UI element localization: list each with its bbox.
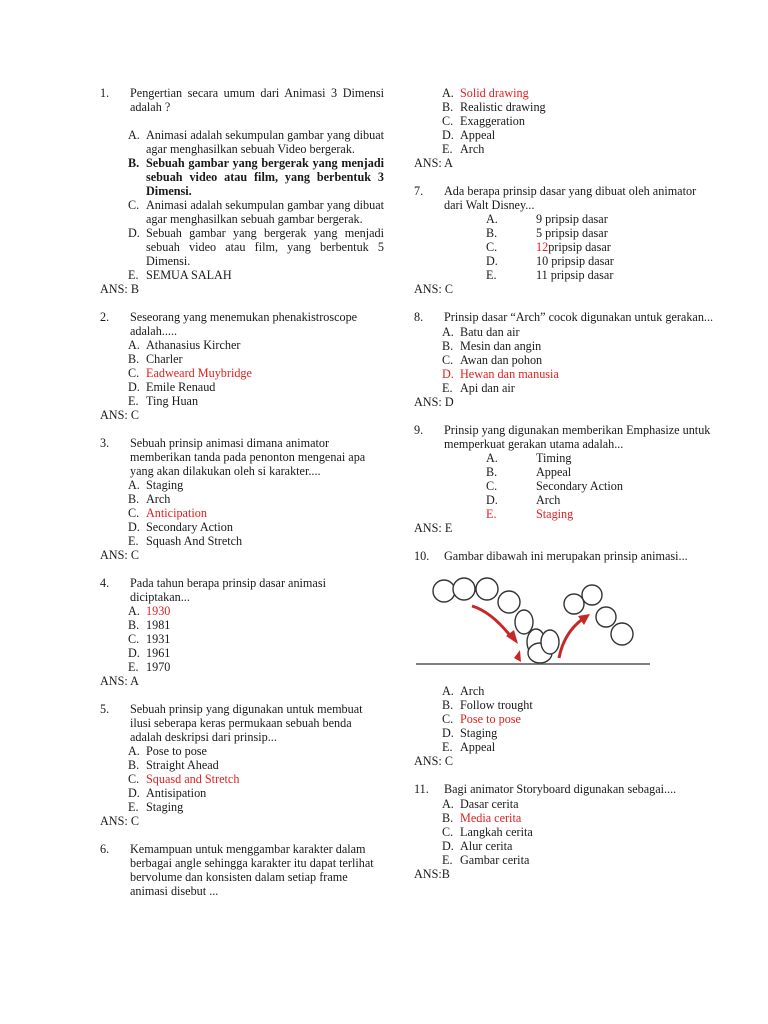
- arrow-up-icon: [559, 618, 584, 658]
- option-d: D. Secondary Action: [128, 520, 233, 534]
- question-text: Sebuah prinsip animasi dimana animator memberikan tanda pada penonton mengenai apa yang akan dilakukan oleh si karakter....: [130, 436, 366, 478]
- ball-frame: [582, 585, 602, 605]
- option-a: A. 1930: [128, 604, 171, 618]
- option-a: A. Staging: [128, 478, 184, 492]
- option-b: B. Media cerita: [442, 811, 522, 825]
- ball-frame: [564, 594, 584, 614]
- answer: ANS: C: [100, 548, 139, 562]
- option-b: B. Arch: [128, 492, 171, 506]
- question-10: [414, 549, 714, 768]
- answer: ANS: E: [414, 521, 453, 535]
- option-e: E. Appeal: [442, 740, 496, 754]
- question-text: Pada tahun berapa prinsip dasar animasi diciptakan...: [130, 576, 326, 604]
- option-e: E. Arch: [442, 142, 485, 156]
- option-b: B. Charler: [128, 352, 183, 366]
- option-b: B. Straight Ahead: [128, 758, 219, 772]
- option-c: C. Awan dan pohon: [442, 353, 543, 367]
- bouncing-ball-figure: [414, 570, 714, 678]
- question-text: Seseorang yang menemukan phenakistroscope adalah.....: [130, 310, 358, 338]
- answer: ANS: D: [414, 395, 454, 409]
- question-text: Sebuah prinsip yang digunakan untuk membuat ilusi seberapa keras permukaan sebuah benda adalah deskripsi dari prinsip...: [130, 702, 363, 744]
- question-number: 6.: [100, 842, 110, 856]
- answer: ANS: C: [414, 754, 453, 768]
- option-b: B. 5 pripsip dasar: [486, 226, 608, 240]
- option-c: C. 1931: [128, 632, 171, 646]
- option-a: A. Batu dan air: [442, 325, 520, 339]
- answer: ANS: B: [100, 282, 139, 296]
- option-a: A. 9 pripsip dasar: [486, 212, 608, 226]
- left-column: [100, 86, 384, 898]
- ball-frame: [476, 578, 498, 600]
- option-b: B. Sebuah gambar yang bergerak yang menjadi sebuah video atau film, yang berbentuk 3 Dimensi.: [128, 156, 384, 198]
- option-e: E. 11 pripsip dasar: [486, 268, 614, 282]
- question-number: 11.: [414, 782, 429, 796]
- option-e: E. Staging: [486, 507, 574, 521]
- ball-frame: [453, 578, 475, 600]
- question-4: [100, 576, 384, 688]
- option-a: A. Animasi adalah sekumpulan gambar yang dibuat agar menghasilkan sebuah Video bergerak.: [128, 128, 384, 156]
- ball-frame: [515, 610, 533, 634]
- ball-frame: [433, 580, 455, 602]
- ball-frame: [611, 623, 633, 645]
- question-8: [414, 310, 714, 409]
- question-3: [100, 436, 384, 562]
- question-number: 3.: [100, 436, 110, 450]
- question-7: [414, 184, 714, 296]
- option-c: C. Eadweard Muybridge: [128, 366, 252, 380]
- option-b: B. Mesin dan angin: [442, 339, 542, 353]
- option-b: B. Appeal: [486, 465, 572, 479]
- option-d: D. Appeal: [442, 128, 496, 142]
- answer: ANS: A: [100, 674, 139, 688]
- question-1: [100, 86, 384, 296]
- question-text: Ada berapa prinsip dasar yang dibuat oleh animator dari Walt Disney...: [444, 184, 697, 212]
- option-a: A. Solid drawing: [442, 86, 529, 100]
- option-c: C. 12pripsip dasar: [486, 240, 611, 254]
- option-b: B. Follow trought: [442, 698, 533, 712]
- question-9: [414, 423, 714, 535]
- question-number: 9.: [414, 423, 424, 437]
- question-text: Kemampuan untuk menggambar karakter dalam berbagai angle sehingga karakter itu dapat terlihat bervolume dan konsisten dalam setiap frame animasi disebut ...: [130, 842, 374, 898]
- question-5: [100, 702, 384, 828]
- question-number: 4.: [100, 576, 110, 590]
- option-c: C. Squasd and Stretch: [128, 772, 240, 786]
- question-number: 2.: [100, 310, 110, 324]
- answer: ANS: A: [414, 156, 453, 170]
- option-d: D. Antisipation: [128, 786, 207, 800]
- option-a: A. Timing: [486, 451, 572, 465]
- option-d: D. Sebuah gambar yang bergerak yang menjadi sebuah video atau film, yang berbentuk 5 Dimensi.: [128, 226, 384, 268]
- question-number: 8.: [414, 310, 424, 324]
- question-number: 7.: [414, 184, 424, 198]
- question-text: Bagi animator Storyboard digunakan sebagai....: [444, 782, 677, 796]
- option-d: D. 10 pripsip dasar: [486, 254, 614, 268]
- option-c: C. Exaggeration: [442, 114, 525, 128]
- question-11: [414, 782, 714, 881]
- answer: ANS:B: [414, 867, 450, 881]
- option-d: D. 1961: [128, 646, 171, 660]
- option-e: E. SEMUA SALAH: [128, 268, 232, 282]
- ball-frame: [541, 630, 559, 654]
- right-column: [414, 86, 714, 895]
- question-text: Gambar dibawah ini merupakan prinsip animasi...: [444, 549, 688, 563]
- bouncing-ball-illustration: [414, 570, 654, 674]
- option-e: E. Staging: [128, 800, 184, 814]
- question-text: Prinsip yang digunakan memberikan Emphasize untuk memperkuat gerakan utama adalah...: [444, 423, 711, 451]
- question-text: Pengertian secara umum dari Animasi 3 Dimensi adalah ?: [130, 86, 384, 114]
- option-d: D. Hewan dan manusia: [442, 367, 559, 381]
- question-text: Prinsip dasar “Arch” cocok digunakan untuk gerakan...: [444, 310, 714, 324]
- option-e: E. 1970: [128, 660, 171, 674]
- option-c: C. Secondary Action: [486, 479, 623, 493]
- answer: ANS: C: [414, 282, 453, 296]
- option-e: E. Gambar cerita: [442, 853, 530, 867]
- ball-frame: [498, 591, 520, 613]
- question-number: 1.: [100, 86, 110, 100]
- option-a: A. Dasar cerita: [442, 797, 519, 811]
- question-6: [100, 842, 384, 898]
- option-d: D. Staging: [442, 726, 498, 740]
- answer: ANS: C: [100, 814, 139, 828]
- question-number: 5.: [100, 702, 110, 716]
- answer: ANS: C: [100, 408, 139, 422]
- question-6-options: [414, 86, 714, 170]
- option-e: E. Squash And Stretch: [128, 534, 243, 548]
- option-e: E. Ting Huan: [128, 394, 199, 408]
- option-a: A. Arch: [442, 684, 485, 698]
- option-d: D. Alur cerita: [442, 839, 513, 853]
- option-a: A. Athanasius Kircher: [128, 338, 241, 352]
- option-d: D. Emile Renaud: [128, 380, 216, 394]
- option-c: C. Animasi adalah sekumpulan gambar yang dibuat agar menghasilkan sebuah gambar bergerak.: [128, 198, 384, 226]
- ball-frame: [596, 607, 616, 627]
- option-a: A. Pose to pose: [128, 744, 207, 758]
- impact-mark: [514, 650, 521, 662]
- option-b: B. 1981: [128, 618, 171, 632]
- option-c: C. Pose to pose: [442, 712, 521, 726]
- option-d: D. Arch: [486, 493, 561, 507]
- question-2: [100, 310, 384, 422]
- option-c: C. Anticipation: [128, 506, 207, 520]
- question-number: 10.: [414, 549, 430, 563]
- option-b: B. Realistic drawing: [442, 100, 546, 114]
- option-e: E. Api dan air: [442, 381, 515, 395]
- option-c: C. Langkah cerita: [442, 825, 533, 839]
